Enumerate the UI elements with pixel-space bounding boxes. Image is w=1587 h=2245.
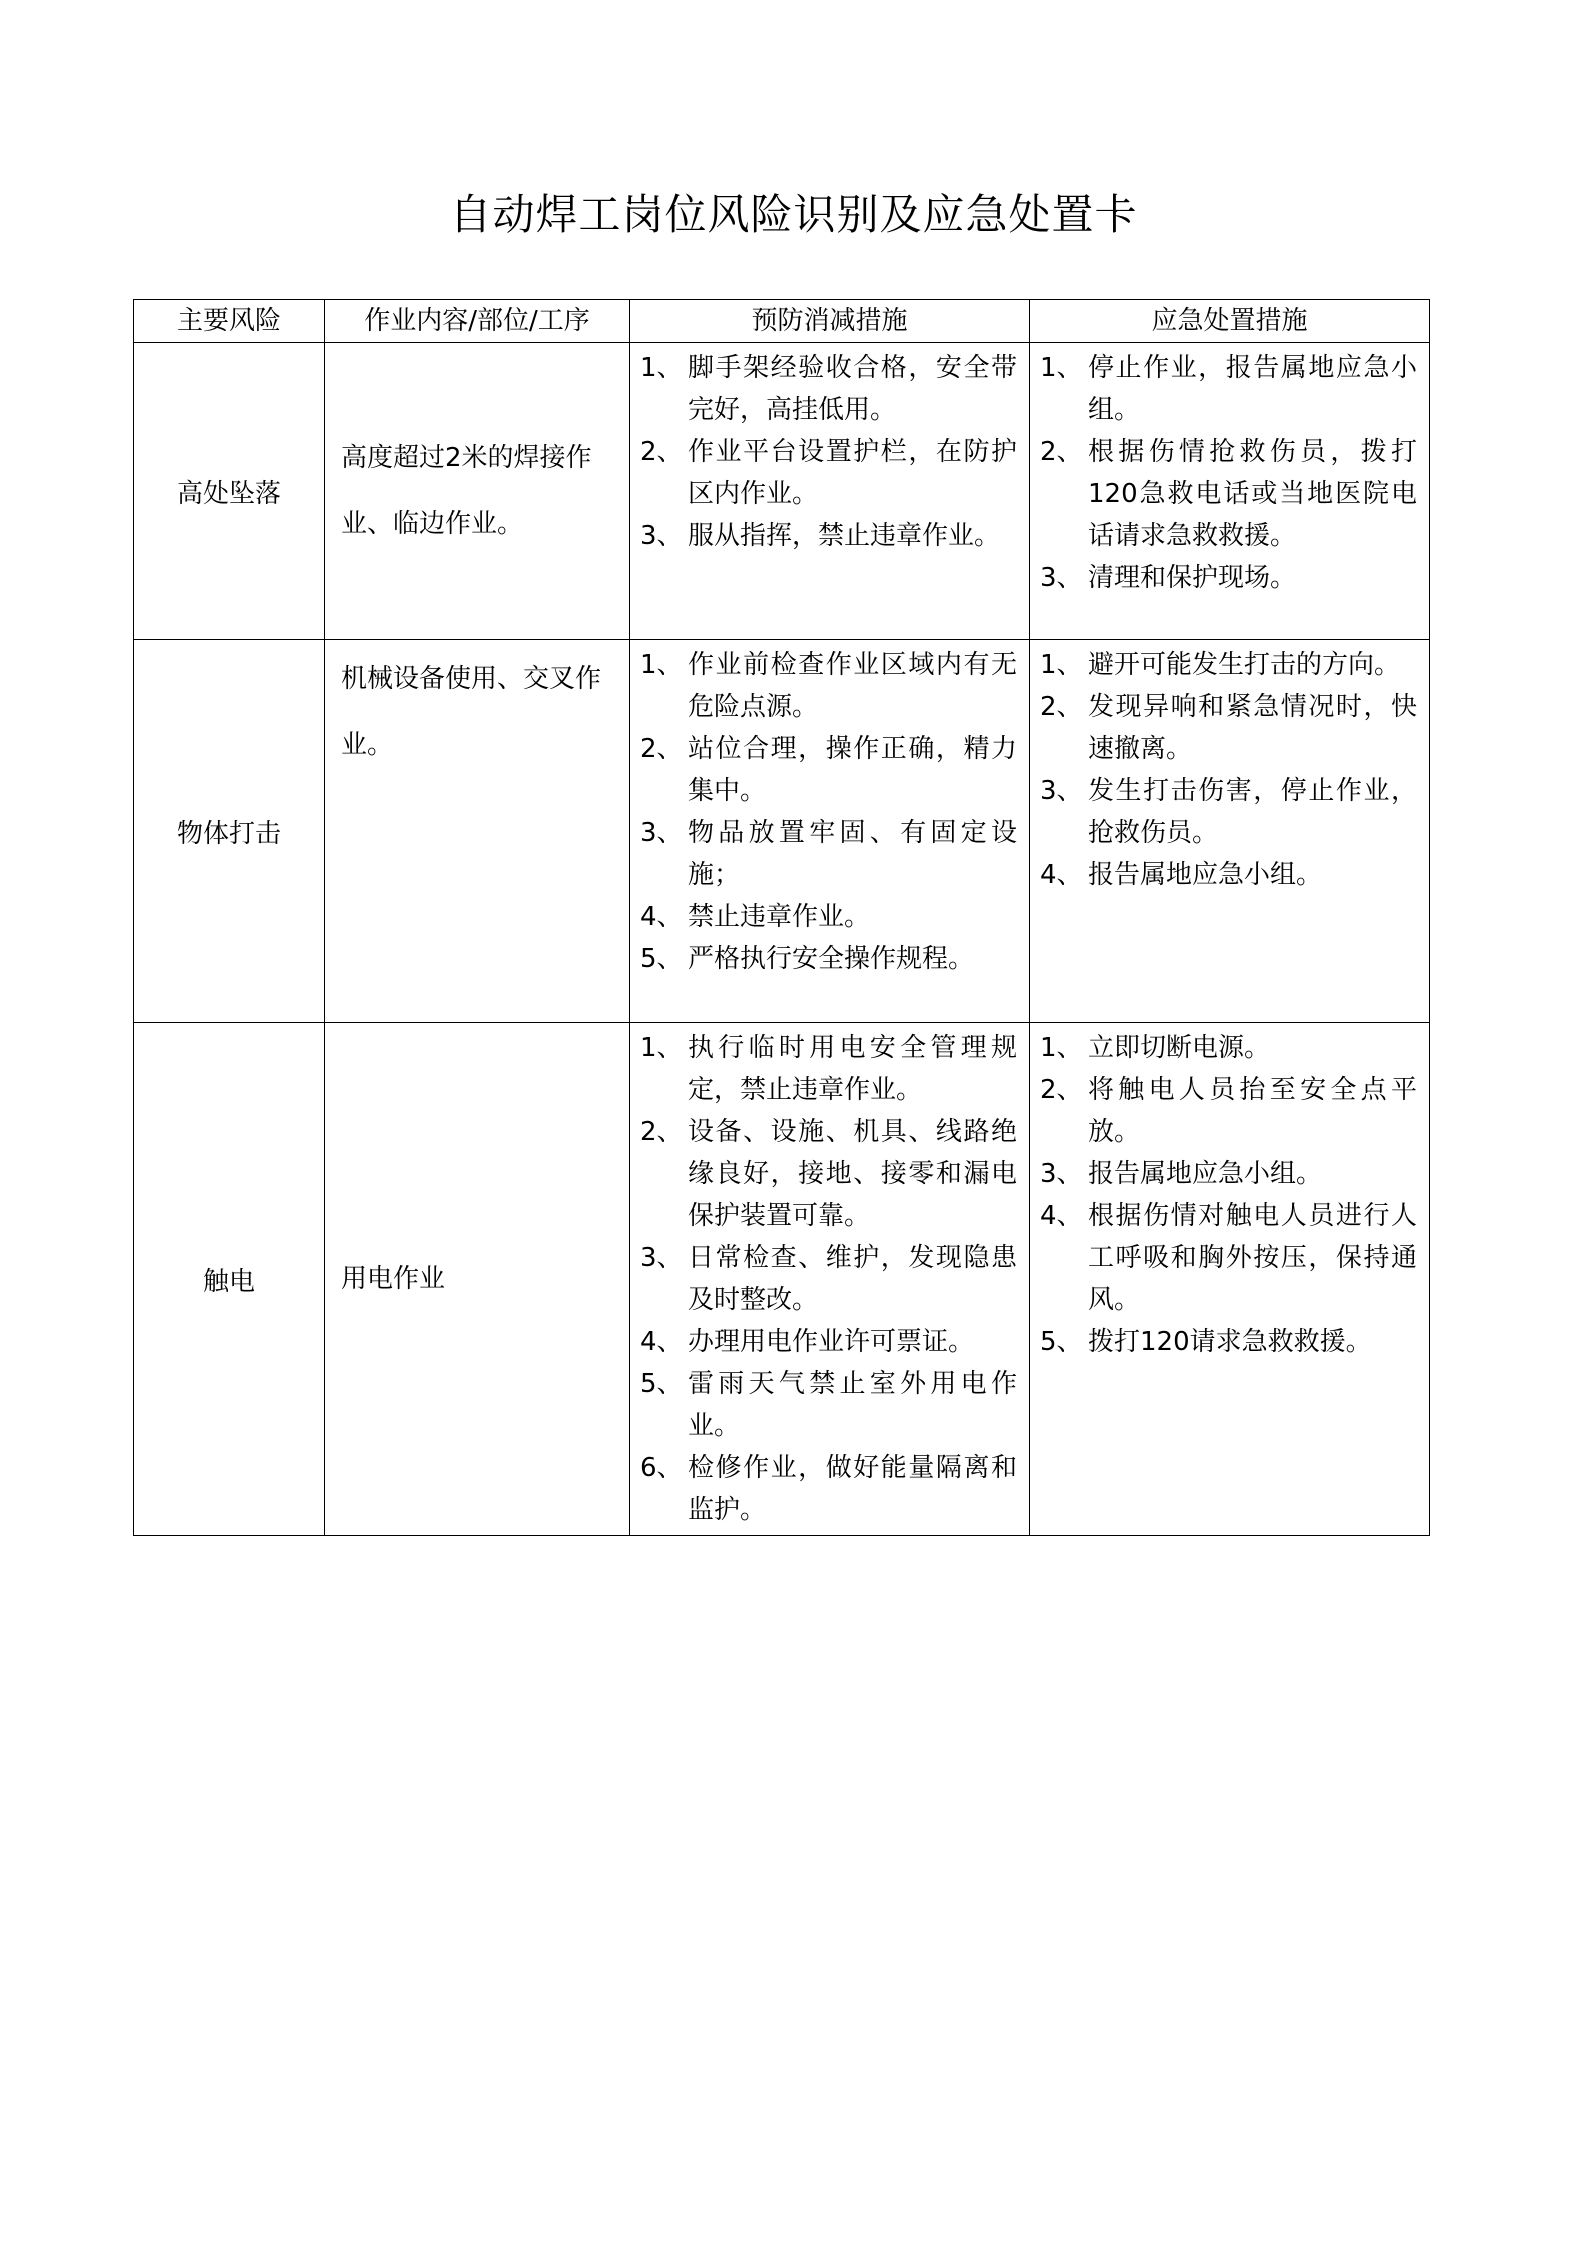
list-item: [640, 1447, 1017, 1531]
item-text: 清理和保护现场。: [1088, 563, 1297, 593]
prevention-cell: [630, 1023, 1030, 1536]
list-item: [1040, 644, 1417, 686]
header-risk: 主要风险: [134, 300, 325, 343]
item-number: 2、: [1040, 692, 1083, 722]
table-row: [134, 343, 1430, 640]
item-text: 停止作业，报告属地应急小组。: [1088, 353, 1417, 425]
page-title: 自动焊工岗位风险识别及应急处置卡: [449, 190, 1138, 239]
emergency-list: [1030, 640, 1429, 900]
item-text: 发生打击伤害，停止作业，抢救伤员。: [1088, 776, 1417, 848]
item-number: 4、: [1040, 1201, 1083, 1231]
item-number: 3、: [640, 1243, 683, 1273]
list-item: [1040, 1153, 1417, 1195]
emergency-list: [1030, 1023, 1429, 1367]
risk-cell: 触电: [134, 1023, 325, 1536]
item-text: 服从指挥，禁止违章作业。: [688, 521, 1001, 551]
item-text: 办理用电作业许可票证。: [688, 1327, 975, 1357]
list-item: [640, 515, 1017, 557]
list-item: [1040, 770, 1417, 854]
item-number: 2、: [640, 734, 683, 764]
emergency-cell: [1030, 640, 1430, 1023]
list-item: [1040, 347, 1417, 431]
item-text: 脚手架经验收合格，安全带完好，高挂低用。: [688, 353, 1017, 425]
content-cell: 机械设备使用、交叉作业。: [325, 640, 630, 1023]
item-number: 1、: [640, 1033, 683, 1063]
item-number: 2、: [1040, 1075, 1083, 1105]
item-number: 1、: [1040, 650, 1083, 680]
content-cell: 高度超过2米的焊接作业、临边作业。: [325, 343, 630, 640]
item-text: 站位合理，操作正确，精力集中。: [688, 734, 1017, 806]
list-item: [1040, 1027, 1417, 1069]
item-text: 作业前检查作业区域内有无危险点源。: [688, 650, 1017, 722]
emergency-cell: [1030, 343, 1430, 640]
item-number: 3、: [1040, 1159, 1083, 1189]
item-text: 禁止违章作业。: [688, 902, 871, 932]
list-item: [640, 644, 1017, 728]
item-number: 4、: [640, 902, 683, 932]
item-text: 将触电人员抬至安全点平放。: [1088, 1075, 1417, 1147]
prevention-list: [630, 343, 1029, 561]
list-item: [640, 896, 1017, 938]
item-text: 日常检查、维护，发现隐患及时整改。: [688, 1243, 1017, 1315]
item-text: 检修作业，做好能量隔离和监护。: [688, 1453, 1017, 1525]
prevention-list: [630, 640, 1029, 984]
item-number: 4、: [1040, 860, 1083, 890]
risk-cell: 高处坠落: [134, 343, 325, 640]
emergency-cell: [1030, 1023, 1430, 1536]
item-number: 3、: [640, 521, 683, 551]
list-item: [640, 347, 1017, 431]
prevention-cell: [630, 640, 1030, 1023]
header-content: 作业内容/部位/工序: [325, 300, 630, 343]
item-text: 立即切断电源。: [1088, 1033, 1271, 1063]
item-text: 根据伤情对触电人员进行人工呼吸和胸外按压，保持通风。: [1088, 1201, 1417, 1315]
item-text: 避开可能发生打击的方向。: [1088, 650, 1401, 680]
item-text: 执行临时用电安全管理规定，禁止违章作业。: [688, 1033, 1017, 1105]
item-number: 4、: [640, 1327, 683, 1357]
item-number: 1、: [640, 353, 683, 383]
risk-cell: 物体打击: [134, 640, 325, 1023]
item-number: 3、: [640, 818, 683, 848]
item-number: 1、: [1040, 353, 1083, 383]
item-number: 6、: [640, 1453, 683, 1483]
list-item: [1040, 686, 1417, 770]
table-row: [134, 1023, 1430, 1536]
item-number: 2、: [640, 437, 683, 467]
content-cell: 用电作业: [325, 1023, 630, 1536]
list-item: [1040, 1195, 1417, 1321]
item-number: 2、: [1040, 437, 1083, 467]
prevention-cell: [630, 343, 1030, 640]
list-item: [1040, 557, 1417, 599]
list-item: [640, 1111, 1017, 1237]
item-text: 拨打120请求急救救援。: [1088, 1327, 1372, 1357]
header-emergency: 应急处置措施: [1030, 300, 1430, 343]
item-text: 发现异响和紧急情况时，快速撤离。: [1088, 692, 1417, 764]
list-item: [640, 812, 1017, 896]
item-number: 5、: [640, 944, 683, 974]
list-item: [1040, 431, 1417, 557]
item-number: 5、: [1040, 1327, 1083, 1357]
header-prevention: 预防消减措施: [630, 300, 1030, 343]
table-row: [134, 640, 1430, 1023]
item-number: 5、: [640, 1369, 683, 1399]
item-text: 物品放置牢固、有固定设施；: [688, 818, 1017, 890]
item-number: 1、: [640, 650, 683, 680]
item-text: 报告属地应急小组。: [1088, 1159, 1323, 1189]
list-item: [640, 1321, 1017, 1363]
header-row: [134, 300, 1430, 343]
list-item: [640, 728, 1017, 812]
item-number: 1、: [1040, 1033, 1083, 1063]
item-text: 报告属地应急小组。: [1088, 860, 1323, 890]
item-text: 设备、设施、机具、线路绝缘良好，接地、接零和漏电保护装置可靠。: [688, 1117, 1017, 1231]
item-text: 作业平台设置护栏，在防护区内作业。: [688, 437, 1017, 509]
list-item: [1040, 854, 1417, 896]
list-item: [640, 938, 1017, 980]
item-number: 3、: [1040, 776, 1083, 806]
item-text: 根据伤情抢救伤员，拨打120急救电话或当地医院电话请求急救救援。: [1088, 437, 1417, 551]
list-item: [640, 1363, 1017, 1447]
list-item: [640, 431, 1017, 515]
item-number: 3、: [1040, 563, 1083, 593]
prevention-list: [630, 1023, 1029, 1535]
emergency-list: [1030, 343, 1429, 603]
list-item: [640, 1237, 1017, 1321]
risk-table: [133, 299, 1430, 1536]
list-item: [640, 1027, 1017, 1111]
item-number: 2、: [640, 1117, 683, 1147]
item-text: 严格执行安全操作规程。: [688, 944, 975, 974]
list-item: [1040, 1321, 1417, 1363]
item-text: 雷雨天气禁止室外用电作业。: [688, 1369, 1017, 1441]
list-item: [1040, 1069, 1417, 1153]
